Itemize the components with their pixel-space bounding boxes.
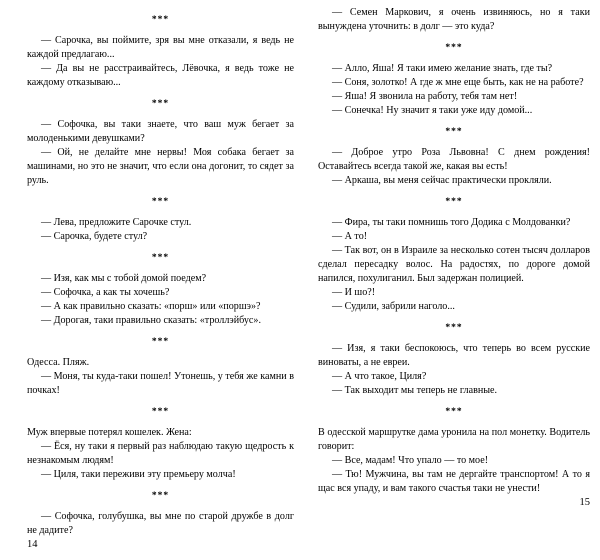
joke-narration: Одесса. Пляж. — [27, 357, 90, 368]
section-separator: *** — [445, 407, 463, 417]
joke-narration: В одесской маршрутке дама уронила на пол монетку. Водитель говорит: — [318, 427, 590, 452]
joke-line: — А как правильно сказать: «порш» или «поршэ»? — [41, 301, 261, 312]
joke-line: — Так выходит мы теперь не главные. — [332, 385, 498, 396]
joke-line: — Яша! Я звонила на работу, тебя там нет! — [332, 91, 518, 102]
joke-line: — Соня, золотко! А где ж мне еще быть, как не на работе? — [332, 77, 584, 88]
section-separator: *** — [445, 197, 463, 207]
section-separator: *** — [151, 407, 170, 417]
joke-line: — Циля, таки переживи эту премьеру молча! — [41, 469, 236, 480]
joke-line: — Сонечка! Ну значит я таки уже иду домой... — [332, 105, 533, 116]
joke-line: — Алло, Яша! Я таки имею желание знать, где ты? — [332, 63, 553, 74]
joke-line: — Моня, ты куда-таки пошел! Утонешь, у тебя же камни в почках! — [27, 371, 294, 396]
joke-line: — Сарочка, вы поймите, зря вы мне отказали, я ведь не каждой предлагаю... — [27, 35, 294, 60]
page-right-text-column — [318, 6, 590, 496]
joke-line: — А то! — [332, 231, 368, 242]
page-left — [0, 0, 300, 550]
section-separator: *** — [151, 197, 170, 207]
joke-line: — И шо?! — [332, 287, 376, 298]
joke-line: — Софочка, вы таки знаете, что ваш муж бегает за молоденькими девушками? — [27, 119, 294, 144]
joke-line: — Дорогая, таки правильно сказать: «троллэйбус». — [41, 315, 261, 326]
joke-line: — Сарочка, будете стул? — [41, 231, 148, 242]
joke-line: — Изя, как мы с тобой домой поедем? — [41, 273, 207, 284]
page-number-left: 14 — [27, 539, 38, 550]
joke-line: — А что такое, Циля? — [332, 371, 427, 382]
joke-line: — Так вот, он в Израиле за несколько сотен тысяч долларов сделал пересадку волос. На радостях, по дороге домой напился, похулиганил. Был задержан полицией. — [318, 245, 590, 284]
joke-line: — Софочка, голубушка, вы мне по старой дружбе в долг не дадите? — [27, 511, 294, 536]
joke-line: — Изя, я таки беспокоюсь, что теперь во всем русские виноваты, а не евреи. — [318, 343, 590, 368]
section-separator: *** — [151, 337, 170, 347]
joke-line: — Да вы не расстраивайтесь, Лёвочка, я ведь тоже не каждому отказываю... — [27, 63, 294, 88]
section-separator: *** — [151, 253, 170, 263]
section-separator: *** — [151, 491, 170, 501]
section-separator: *** — [445, 43, 463, 53]
joke-line: — Ой, не делайте мне нервы! Моя собака бегает за машинами, но это не значит, что если она догонит, то сядет за руль. — [27, 147, 294, 186]
section-separator: *** — [445, 323, 463, 333]
joke-line: — Софочка, а как ты хочешь? — [41, 287, 170, 298]
page-left-text-column — [27, 6, 294, 538]
section-separator: *** — [151, 15, 170, 25]
joke-line: — Все, мадам! Что упало — то мое! — [332, 455, 489, 466]
joke-line: — Тю! Мужчина, вы там не дергайте транспортом! А то я щас вся упаду, и вам такого счастья таки не унести! — [318, 469, 590, 494]
page-right — [300, 0, 600, 508]
joke-line: — Семен Маркович, я очень извиняюсь, но я таки вынуждена уточнить: в долг — это куда? — [318, 7, 590, 32]
joke-line: — Аркаша, вы меня сейчас практически прокляли. — [332, 175, 552, 186]
joke-line: — Фира, ты таки помнишь того Додика с Молдованки? — [332, 217, 571, 228]
joke-narration: Муж впервые потерял кошелек. Жена: — [27, 427, 192, 438]
joke-line: — Доброе утро Роза Львовна! С днем рождения! Оставайтесь всегда такой же, какая вы есть! — [318, 147, 590, 172]
section-separator: *** — [151, 99, 170, 109]
joke-line: — Судили, забрили наголо... — [332, 301, 455, 312]
joke-line: — Лева, предложите Сарочке стул. — [41, 217, 192, 228]
page-number-right: 15 — [579, 497, 590, 508]
section-separator: *** — [445, 127, 463, 137]
joke-line: — Ёся, ну таки я первый раз наблюдаю такую щедрость к незнакомым людям! — [27, 441, 294, 466]
